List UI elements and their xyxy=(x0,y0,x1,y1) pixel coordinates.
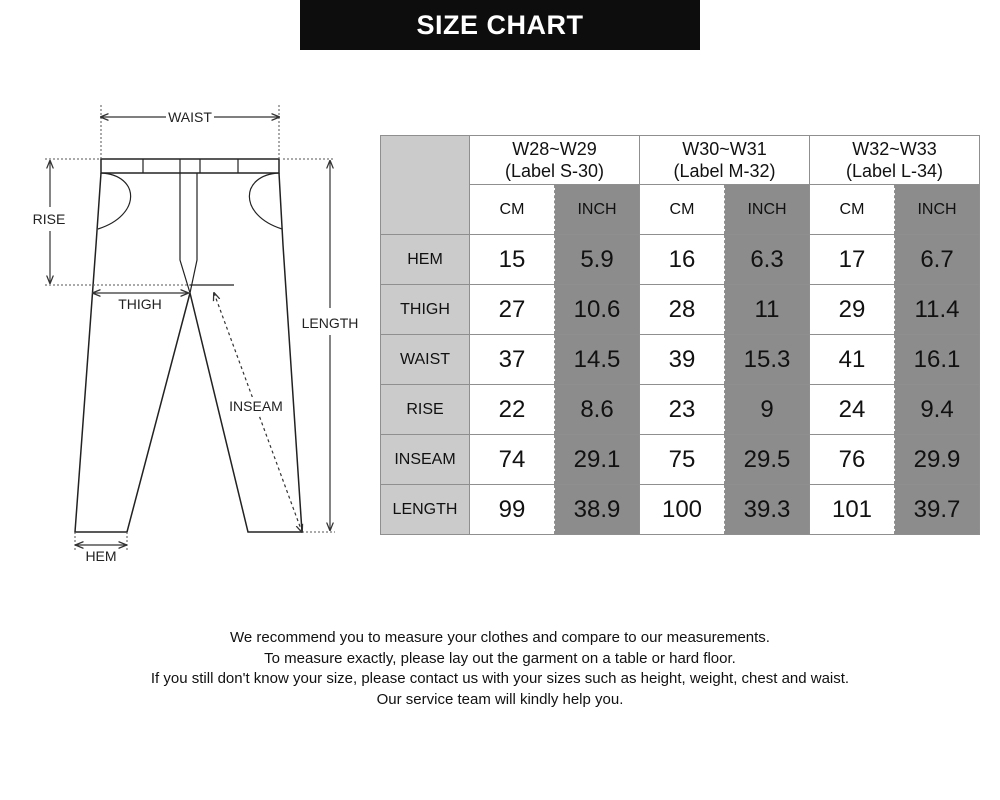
size-column-header xyxy=(470,136,640,185)
measurement-notes xyxy=(0,628,1000,710)
value-inch: 9.4 xyxy=(895,385,980,435)
value-inch: 29.9 xyxy=(895,435,980,485)
size-range-label: W28~W29 xyxy=(512,139,597,159)
size-range-label: W30~W31 xyxy=(682,139,767,159)
value-cm: 16 xyxy=(640,235,725,285)
size-header-row xyxy=(381,136,980,185)
value-cm: 17 xyxy=(810,235,895,285)
rise-diagram-label: RISE xyxy=(32,211,66,227)
size-column-header xyxy=(810,136,980,185)
value-cm: 41 xyxy=(810,335,895,385)
waist-diagram-label: WAIST xyxy=(168,109,212,125)
inseam-diagram-label: INSEAM xyxy=(229,398,283,414)
value-cm: 76 xyxy=(810,435,895,485)
value-cm: 99 xyxy=(470,485,555,535)
value-cm: 37 xyxy=(470,335,555,385)
size-label-label: (Label M-32) xyxy=(673,161,776,181)
value-cm: 39 xyxy=(640,335,725,385)
row-label: HEM xyxy=(381,235,470,285)
value-cm: 29 xyxy=(810,285,895,335)
value-cm: 24 xyxy=(810,385,895,435)
unit-inch-header: INCH xyxy=(895,185,980,235)
note-line: Our service team will kindly help you. xyxy=(376,690,624,708)
size-chart-title: SIZE CHART xyxy=(300,0,700,50)
pants-outline xyxy=(75,173,302,532)
value-cm: 22 xyxy=(470,385,555,435)
note-line: We recommend you to measure your clothes and compare to our measurements. xyxy=(230,629,770,646)
value-inch: 11.4 xyxy=(895,285,980,335)
value-cm: 75 xyxy=(640,435,725,485)
value-inch: 6.7 xyxy=(895,235,980,285)
value-inch: 9 xyxy=(725,385,810,435)
value-inch: 6.3 xyxy=(725,235,810,285)
table-row-inseam xyxy=(381,435,980,485)
value-inch: 10.6 xyxy=(555,285,640,335)
value-inch: 16.1 xyxy=(895,335,980,385)
table-row-waist xyxy=(381,335,980,385)
value-inch: 8.6 xyxy=(555,385,640,435)
unit-inch-header: INCH xyxy=(555,185,640,235)
value-inch: 29.1 xyxy=(555,435,640,485)
waistband-shape xyxy=(101,159,279,173)
value-cm: 27 xyxy=(470,285,555,335)
table-row-rise xyxy=(381,385,980,435)
value-cm: 74 xyxy=(470,435,555,485)
value-cm: 23 xyxy=(640,385,725,435)
pants-measurement-diagram xyxy=(0,95,380,575)
value-inch: 5.9 xyxy=(555,235,640,285)
left-pocket-shape xyxy=(98,173,131,229)
table-row-length xyxy=(381,485,980,535)
size-range-label: W32~W33 xyxy=(852,139,937,159)
thigh-diagram-label: THIGH xyxy=(118,296,162,312)
value-cm: 28 xyxy=(640,285,725,335)
unit-cm-header: CM xyxy=(640,185,725,235)
length-diagram-label: LENGTH xyxy=(301,315,359,331)
unit-inch-header: INCH xyxy=(725,185,810,235)
unit-header-row xyxy=(381,185,980,235)
unit-cm-header: CM xyxy=(470,185,555,235)
size-column-header xyxy=(640,136,810,185)
value-inch: 11 xyxy=(725,285,810,335)
value-cm: 15 xyxy=(470,235,555,285)
value-inch: 29.5 xyxy=(725,435,810,485)
right-pocket-shape xyxy=(249,173,282,229)
table-row-hem xyxy=(381,235,980,285)
table-row-thigh xyxy=(381,285,980,335)
row-label: LENGTH xyxy=(381,485,470,535)
note-line: To measure exactly, please lay out the garment on a table or hard floor. xyxy=(264,649,736,667)
note-line: If you still don't know your size, please contact us with your sizes such as height, weight, chest and waist. xyxy=(150,670,850,687)
table-corner-cell xyxy=(381,136,470,235)
row-label: INSEAM xyxy=(381,435,470,485)
unit-cm-header: CM xyxy=(810,185,895,235)
value-inch: 39.3 xyxy=(725,485,810,535)
value-inch: 39.7 xyxy=(895,485,980,535)
value-cm: 101 xyxy=(810,485,895,535)
pants-illustration xyxy=(0,95,380,575)
size-table xyxy=(380,135,980,535)
row-label: THIGH xyxy=(381,285,470,335)
size-label-label: (Label L-34) xyxy=(845,161,944,181)
value-inch: 14.5 xyxy=(555,335,640,385)
size-label-label: (Label S-30) xyxy=(504,161,605,181)
value-inch: 15.3 xyxy=(725,335,810,385)
value-inch: 38.9 xyxy=(555,485,640,535)
row-label: RISE xyxy=(381,385,470,435)
row-label: WAIST xyxy=(381,335,470,385)
hem-diagram-label: HEM xyxy=(85,548,117,564)
value-cm: 100 xyxy=(640,485,725,535)
